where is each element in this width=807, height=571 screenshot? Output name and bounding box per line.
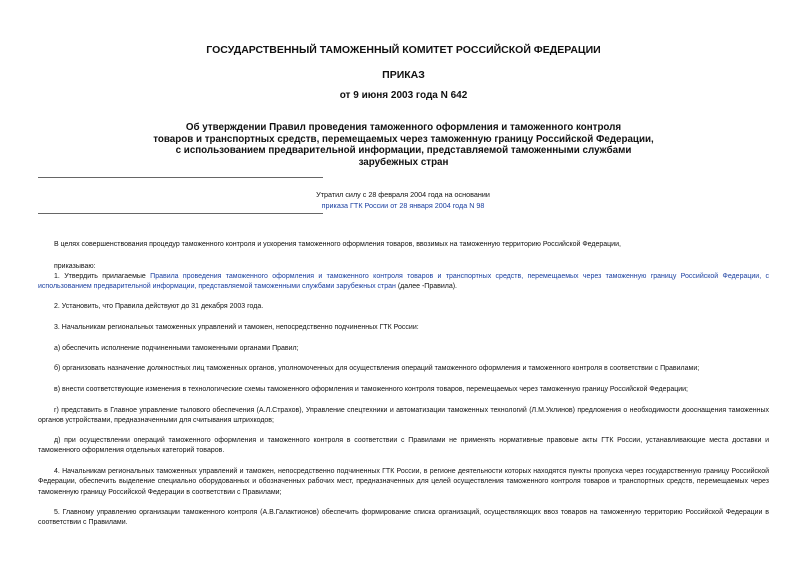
subject-line: товаров и транспортных средств, перемещаемых через таможенную границу Российской Федерации, (153, 133, 654, 145)
paragraph-item-3a: а) обеспечить исполнение подчиненными таможенными органами Правил; (54, 345, 299, 352)
divider-bottom (38, 213, 323, 214)
paragraph-item-3d: г) представить в Главное управление тылового обеспечения (А.Л.Страхов), Управление спецтехники и автоматизации таможенных технологий (Л.М.Уклинов) предложения о необходимости дооснащения таможенных органов устройствами, предназначенными для считывания штрихкодов; (38, 407, 769, 425)
paragraph-item-3c: в) внести соответствующие изменения в технологические схемы таможенного оформления и таможенного контроля товаров, перемещаемых через таможенную границу Российской Федерации; (54, 386, 688, 393)
paragraph-item-3: 3. Начальникам региональных таможенных управлений и таможен, непосредственно подчиненных ГТК России: (54, 324, 419, 331)
subject-line: с использованием предварительной информации, представляемой таможенными службами (175, 145, 632, 156)
paragraph-item-5: 5. Главному управлению организации таможенного контроля (А.В.Галактионов) обеспечить формирование списка организаций, осуществляющих ввоз товаров на таможенную территорию Российской Федерации в соответствии с Правилами. (38, 509, 769, 527)
paragraph-item-3b: б) организовать назначение должностных лиц таможенных органов, уполномоченных для осуществления операций таможенного оформления и таможенного контроля в соответствии с Правилами; (54, 365, 700, 372)
rules-link[interactable]: Правила проведения таможенного оформления и таможенного контроля товаров и транспортных средств, перемещаемых через таможенную границу Российской Федерации, с использованием предварительной информации, представляемой таможенными службами зарубежных стран (38, 273, 769, 291)
status-note (250, 189, 556, 211)
subject-line: зарубежных стран (358, 156, 449, 168)
paragraph-item-4: 4. Начальникам региональных таможенных управлений и таможен, непосредственно подчиненных ГТК России, в регионе деятельности которых находятся пункты пропуска через государственную границу Российской Федерации, обеспечить выделение специально оборудованных и обозначенных рабочих мест, предназначенных для целей осуществления таможенного контроля товаров и транспортных средств, перемещаемых через таможенную границу Российской Федерации в соответствии с Правилами; (38, 468, 769, 496)
organization-heading: ГОСУДАРСТВЕННЫЙ ТАМОЖЕННЫЙ КОМИТЕТ РОССИЙСКОЙ ФЕДЕРАЦИИ (206, 44, 601, 56)
document-subject (38, 122, 769, 168)
paragraph-item-2: 2. Установить, что Правила действуют до 31 декабря 2003 года. (54, 303, 264, 310)
subject-line: Об утверждении Правил проведения таможенного оформления и таможенного контроля (185, 122, 622, 133)
document-type-heading: ПРИКАЗ (382, 69, 425, 81)
status-text: Утратил силу с 28 февраля 2004 года на основании (316, 190, 490, 199)
paragraph-preamble: В целях совершенствования процедур таможенного контроля и ускорения таможенного оформления товаров, ввозимых на таможенную территорию Российской Федерации, (54, 241, 621, 248)
paragraph-order: приказываю: (54, 263, 96, 270)
document-date-number: от 9 июня 2003 года N 642 (339, 90, 468, 101)
divider-top (38, 177, 323, 178)
paragraph-item-1: 1. Утвердить прилагаемые Правила проведения таможенного оформления и таможенного контроля товаров и транспортных средств, перемещаемых через таможенную границу Российской Федерации, с использованием предварительной информации, представляемой таможенными службами зарубежных стран (далее -Правила). (38, 273, 769, 291)
repeal-order-link[interactable]: приказа ГТК России от 28 января 2004 года N 98 (321, 201, 485, 210)
paragraph-item-3e: д) при осуществлении операций таможенного оформления и таможенного контроля в соответствии с Правилами не применять нормативные правовые акты ГТК России, устанавливающие места доставки и таможенного оформления отдельных категорий товаров. (38, 437, 769, 455)
